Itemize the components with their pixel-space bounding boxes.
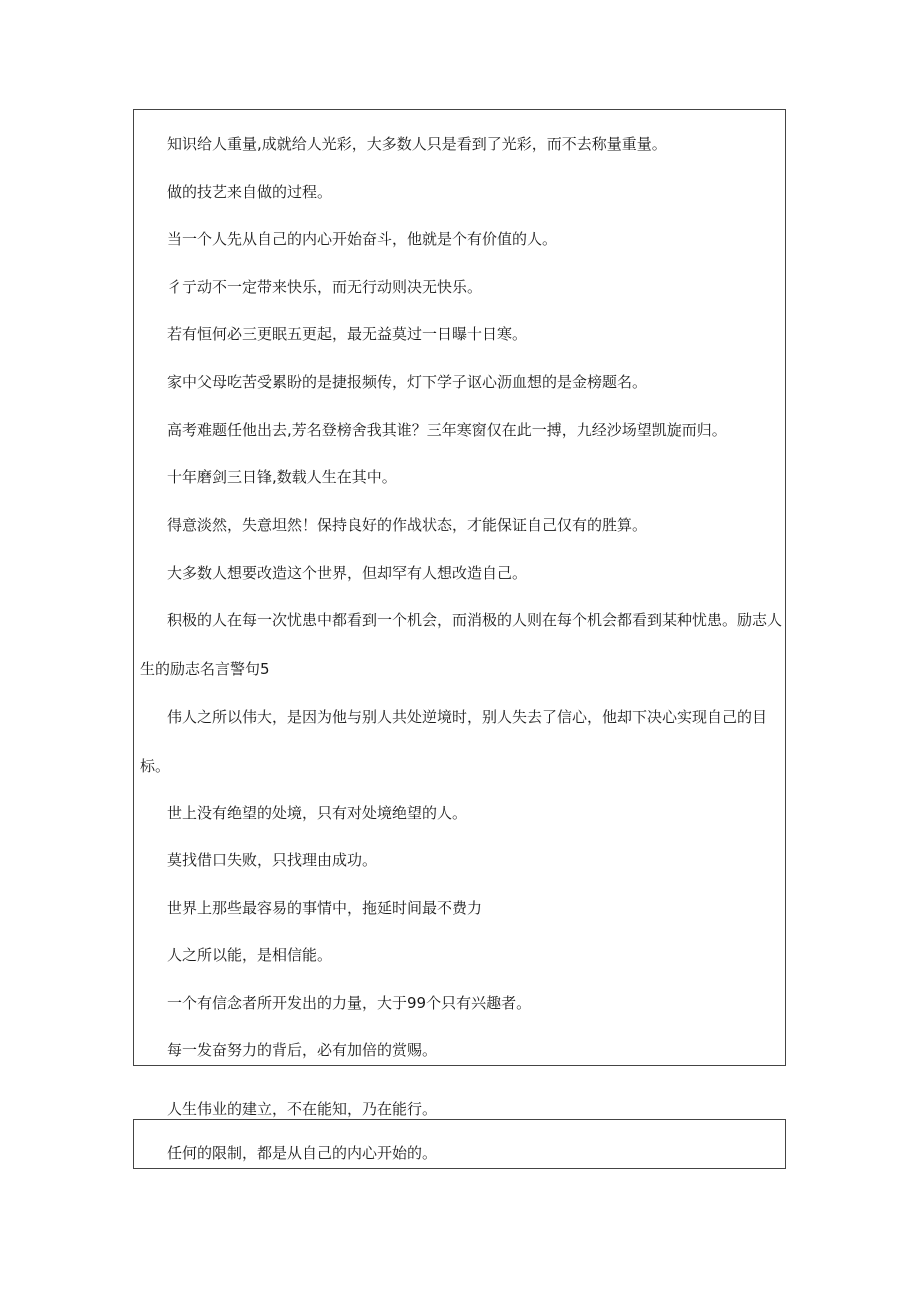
text-line: 当一个人先从自己的内心开始奋斗，他就是个有价值的人。 — [167, 230, 558, 248]
text-line: 家中父母吃苦受累盼的是捷报频传，灯下学子讴心沥血想的是金榜题名。 — [167, 373, 648, 391]
text-line: 生的励志名言警句5 — [140, 660, 270, 678]
text-line: 大多数人想要改造这个世界，但却罕有人想改造自己。 — [167, 564, 528, 582]
text-line: 每一发奋努力的背后，必有加倍的赏赐。 — [167, 1041, 438, 1059]
text-line: 标。 — [140, 757, 171, 775]
text-line: 若有恒何必三更眠五更起，最无益莫过一日曝十日寒。 — [167, 325, 528, 343]
text-line: 伟人之所以伟大，是因为他与别人共处逆境时，别人失去了信心，他却下决心实现自己的目 — [167, 708, 768, 726]
text-line: 做的技艺来自做的过程。 — [167, 183, 333, 201]
text-line: 人之所以能，是相信能。 — [167, 946, 333, 964]
text-line: 高考难题任他出去,芳名登榜舍我其谁？三年寒窗仅在此一搏，九经沙场望凯旋而归。 — [167, 421, 727, 439]
text-line: 得意淡然，失意坦然！保持良好的作战状态，才能保证自己仅有的胜算。 — [167, 516, 648, 534]
text-line: 世上没有绝望的处境，只有对处境绝望的人。 — [167, 804, 468, 822]
text-line-between: 人生伟业的建立，不在能知，乃在能行。 — [167, 1100, 438, 1118]
quote-box-main — [133, 109, 786, 1066]
text-line: 积极的人在每一次忧患中都看到一个机会，而消极的人则在每个机会都看到某种忧患。励志人 — [167, 611, 783, 629]
text-line: 一个有信念者所开发出的力量，大于99个只有兴趣者。 — [167, 994, 532, 1012]
text-line: 任何的限制，都是从自己的内心开始的。 — [167, 1144, 438, 1162]
text-line: 知识给人重量,成就给人光彩，大多数人只是看到了光彩，而不去称量重量。 — [167, 135, 667, 153]
text-line: 莫找借口失败，只找理由成功。 — [167, 851, 378, 869]
text-line: 彳亍动不一定带来快乐，而无行动则决无快乐。 — [167, 278, 483, 296]
text-line: 世界上那些最容易的事情中，拖延时间最不费力 — [167, 899, 483, 917]
text-line: 十年磨剑三日锋,数载人生在其中。 — [167, 468, 397, 486]
